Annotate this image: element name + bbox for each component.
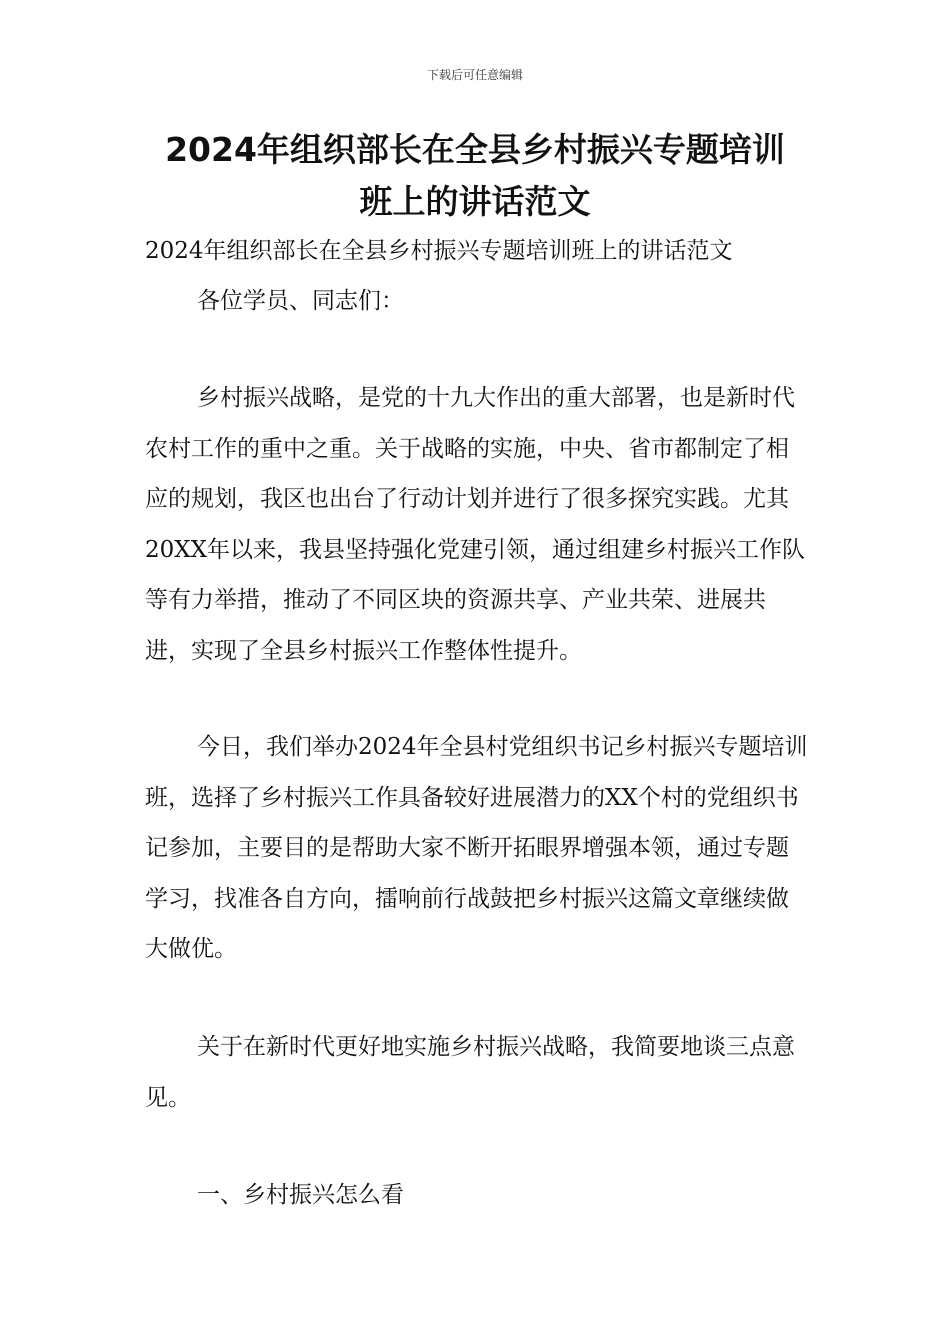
- page-header-note: 下载后可任意编辑: [426, 68, 523, 82]
- document-subtitle: 2024年组织部长在全县乡村振兴专题培训班上的讲话范文: [145, 238, 733, 264]
- paragraph-1: 乡村振兴战略，是党的十九大作出的重大部署，也是新时代农村工作的重中之重。关于战略的实施，中央、省市都制定了相应的规划，我区也出台了行动计划并进行了很多探究实践。尤其20XX年以来，我县坚持强化党建引领，通过组建乡村振兴工作队等有力举措，推动了不同区块的资源共享、产业共荣、进展共进，实现了全县乡村振兴工作整体性提升。: [145, 385, 806, 664]
- salutation: 各位学员、同志们：: [197, 288, 404, 314]
- section-heading: 一、乡村振兴怎么看: [197, 1182, 404, 1208]
- document-title: [130, 124, 820, 228]
- document-title-line-1: 2024年组织部长在全县乡村振兴专题培训: [165, 130, 785, 169]
- document-title-line-2: 班上的讲话范文: [359, 182, 591, 221]
- paragraph-2: 今日，我们举办2024年全县村党组织书记乡村振兴专题培训班，选择了乡村振兴工作具备较好进展潜力的XX个村的党组织书记参加，主要目的是帮助大家不断开拓眼界增强本领，通过专题学习，找准各自方向，擂响前行战鼓把乡村振兴这篇文章继续做大做优。: [145, 734, 808, 962]
- paragraph-3: 关于在新时代更好地实施乡村振兴战略，我简要地谈三点意见。: [145, 1034, 795, 1111]
